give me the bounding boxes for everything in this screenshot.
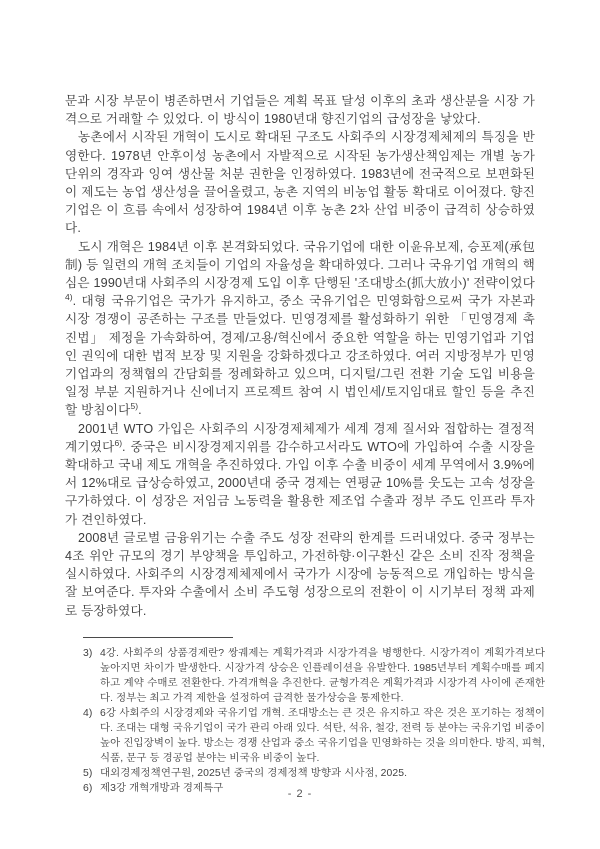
footnote-ref-4: 4)	[65, 292, 73, 303]
paragraph-3	[65, 238, 535, 420]
paragraph-text: 문과 시장 부문이 병존하면서 기업들은 계획 목표 달성 이후의 초과 생산분을 시장 가격으로 거래할 수 있었다. 이 방식이 1980년대 향진기업의 급성장을 낳았다.	[65, 94, 535, 127]
footnote-area	[83, 637, 545, 796]
paragraph-text: 2001년 WTO 가입은 사회주의 시장경제체제가 세계 경제 질서와 접합하는 결정적 계기였다	[65, 421, 535, 454]
footnote-divider	[83, 637, 233, 638]
footnote-marker: 6)	[83, 783, 93, 794]
footnote-ref-5: 5)	[130, 401, 139, 412]
page-number: - 2 -	[287, 788, 313, 800]
paragraph-text: . 중국은 비시장경제지위를 감수하고서라도 WTO에 가입하여 수출 시장을 확대하고 국내 제도 개혁을 추진하였다. 가입 이후 수출 비중이 세계 무역에서 3.9%에서 12%대로 급상승하였고, 2000년대 중국 경제는 연평균 10%를 웃도는 고속 성장을 구가하였다. 이 성장은 저임금 노동력을 활용한 제조업 수출과 정부 주도 인프라 투자가 견인하였다.	[65, 439, 535, 527]
footnote-list	[83, 646, 545, 796]
paragraph-4	[65, 420, 535, 529]
paragraph-2	[65, 128, 535, 237]
footnote-text: 제3강 개혁개방과 경제특구	[100, 783, 224, 794]
footnote-marker: 5)	[83, 768, 93, 779]
paragraph-text: 2008년 글로벌 금융위기는 수출 주도 성장 전략의 한계를 드러내었다. 중국 정부는 4조 위안 규모의 경기 부양책을 투입하고, 가전하향·이구환신 같은 소비 진작 정책을 실시하였다. 사회주의 시장경제체제에서 국가가 시장에 능동적으로 개입하는 방식을 잘 보여준다. 투자와 수출에서 소비 주도형 성장으로의 전환이 이 시기부터 정책 과제로 등장하였다.	[65, 530, 535, 618]
paragraph-text: .	[138, 403, 142, 418]
footnote-5	[83, 766, 545, 781]
footnote-ref-6: 6)	[114, 437, 123, 448]
footnote-text: 4강. 사회주의 상품경제란? 쌍궤제는 계획가격과 시장가격을 병행한다. 시장가격이 계획가격보다 높아지면 차이가 발생한다. 시장가격 상승은 인플레이션을 유발한다. 1985년부터 계획수매를 폐지하고 계약 수매로 전환한다. 가격개혁을 추진한다. 균형가격은 계획가격과 시장가격 사이에 존재한다. 정부는 최고 가격 제한을 설정하여 급격한 물가상승을 통제한다.	[100, 648, 545, 704]
paragraph-text: 농촌에서 시작된 개혁이 도시로 확대된 구조도 사회주의 시장경제체제의 특징을 반영한다. 1978년 안후이성 농촌에서 자발적으로 시작된 농가생산책임제는 개별 농가 단위의 경작과 잉여 생산물 처분 권한을 인정하였다. 1983년에 전국적으로 보편화된 이 제도는 농업 생산성을 끌어올렸고, 농촌 지역의 비농업 활동 확대로 이어졌다. 향진기업은 이 흐름 속에서 성장하여 1984년 이후 농촌 2차 산업 비중이 급격히 상승하였다.	[65, 130, 535, 236]
footnote-4	[83, 706, 545, 766]
paragraph-text: 도시 개혁은 1984년 이후 본격화되었다. 국유기업에 대한 이윤유보제, 승포제(承包制) 등 일련의 개혁 조치들이 기업의 자율성을 확대하였다. 그러나 국유기업 개혁의 핵심은 1990년대 사회주의 시장경제 도입 이후 단행된 '조대방소(抓大放小)' 전략이었다	[65, 239, 535, 291]
footnote-3	[83, 646, 545, 706]
footnote-text: 대외경제정책연구원, 2025년 중국의 경제정책 방향과 시사점, 2025.	[100, 768, 408, 779]
footnote-marker: 3)	[83, 648, 93, 659]
footnote-marker: 4)	[83, 708, 93, 719]
footnote-text: 6강 사회주의 시장경제와 국유기업 개혁. 조대방소는 큰 것은 유지하고 작은 것은 포기하는 정책이다. 조대는 대형 국유기업이 국가 관리 아래 있다. 석탄, 석유, 철강, 전력 등 분야는 국유기업 비중이 높아 진입장벽이 높다. 방소는 경쟁 산업과 중소 국유기업을 민영화하는 것을 의미한다. 방직, 피혁, 식품, 문구 등 경공업 분야는 비국유 비중이 높다.	[100, 708, 545, 764]
body-text	[65, 92, 535, 620]
paragraph-5	[65, 529, 535, 620]
paragraph-1	[65, 92, 535, 128]
paragraph-text: . 대형 국유기업은 국가가 유지하고, 중소 국유기업은 민영화함으로써 국가 자본과 시장 경쟁이 공존하는 구조를 만들었다. 민영경제를 활성화하기 위한 「민영경제 촉진법」 제정을 가속화하여, 경제/고용/혁신에서 중요한 역할을 하는 민영기업과 기업인 권익에 대한 법적 보장 및 지원을 강화하겠다고 강조하였다. 여러 지방정부가 민영기업과의 정책협의 간담회를 정례화하고 있으며, 디지털/그린 전환 기술 도입 비용을 일정 부분 지원하거나 신에너지 프로젝트 참여 시 법인세/토지임대료 할인 등을 추진할 방침이다	[65, 294, 535, 418]
